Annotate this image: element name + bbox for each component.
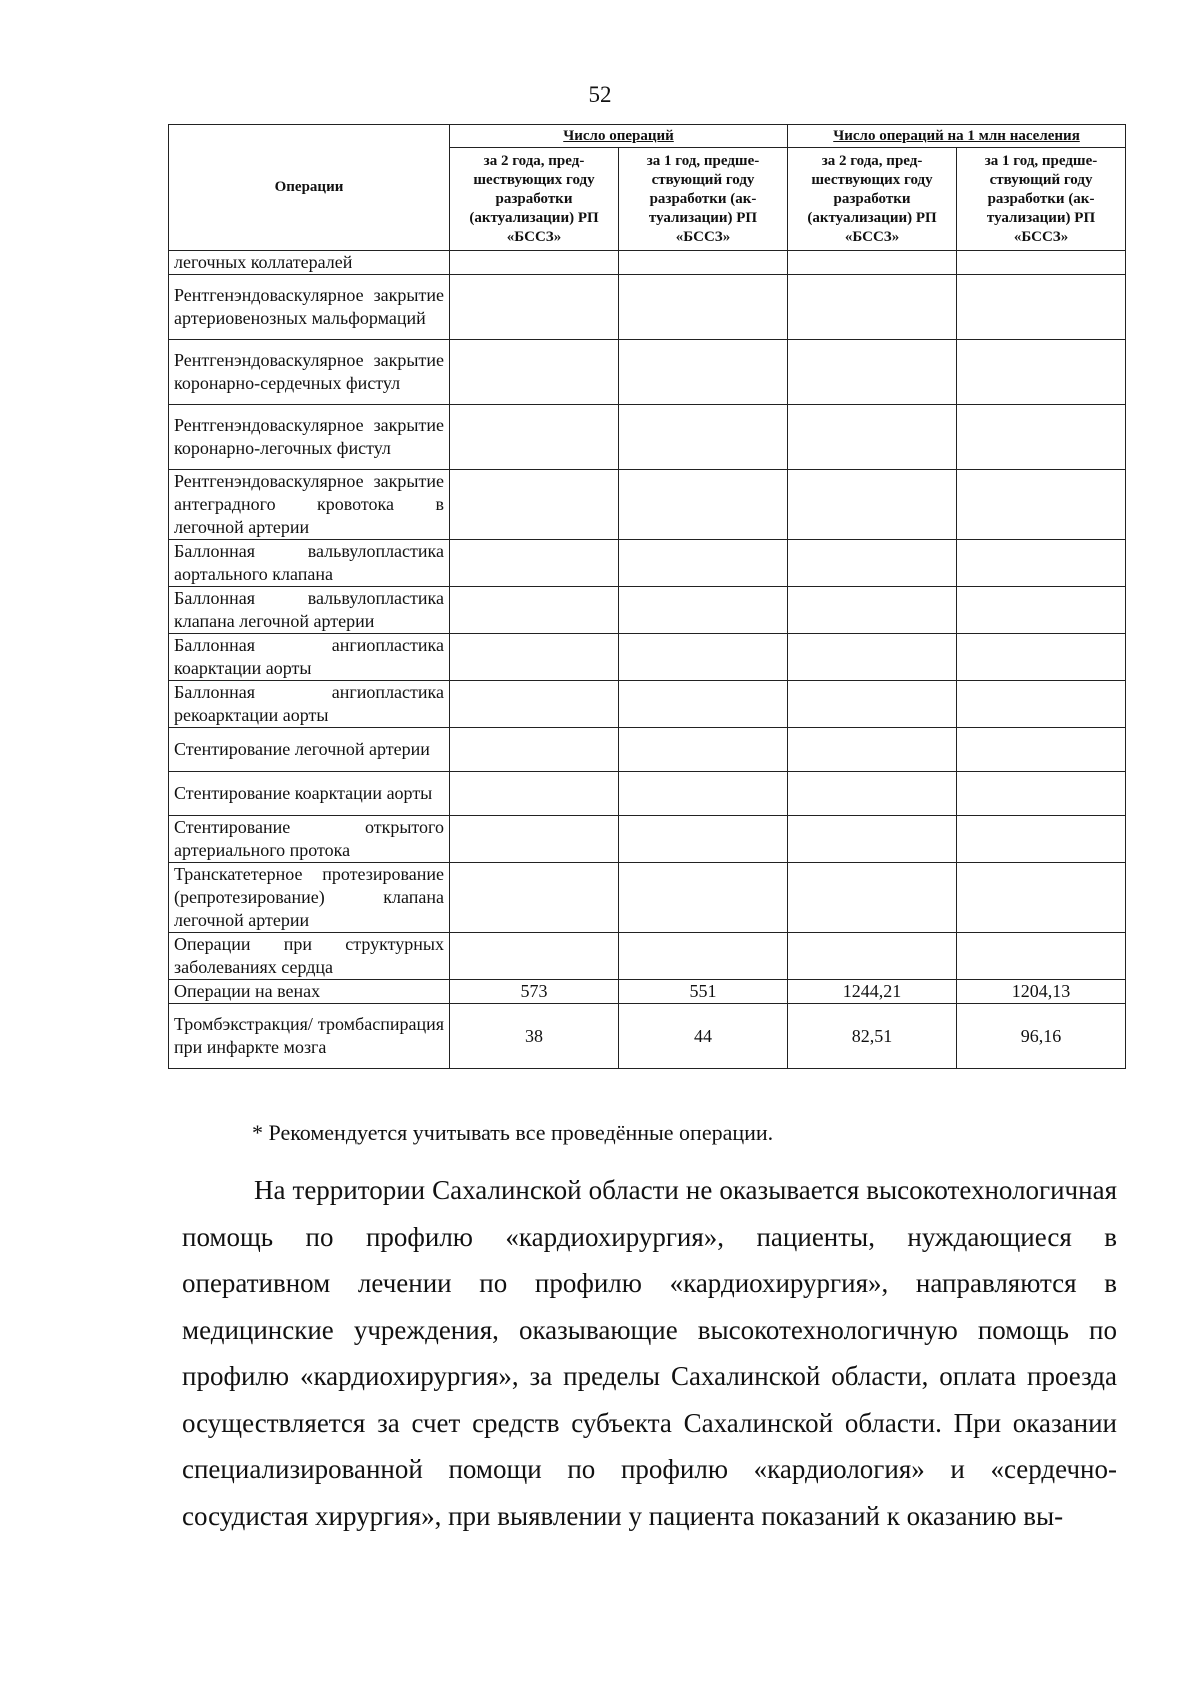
footnote: * Рекомендуется учитывать все проведённые операции.: [252, 1120, 774, 1145]
value-cell: [619, 681, 788, 728]
subcolumn-header: за 2 года, пред-шествующих году разработки (актуализации) РП «БССЗ»: [450, 148, 619, 251]
value-cell: [619, 275, 788, 340]
operation-name: Стентирование открытого артериального протока: [169, 816, 450, 863]
body-paragraph: На территории Сахалинской области не оказывается высокотехнологичная помощь по профилю «кардиохирургия», пациенты, нуждающиеся в оперативном лечении по профилю «кардиохирургия», направляются в медицинские учреждения, оказывающие высокотехнологичную помощь по профилю «кардиохирургия», за пределы Сахалинской области, оплата проезда осуществляется за счет средств субъекта Сахалинской области. При оказании специализированной помощи по профилю «кардиология» и «сердечно-сосудистая хирургия», при выявлении у пациента показаний к оказанию вы-: [182, 1175, 1117, 1531]
table-body: [169, 251, 1126, 1069]
value-cell: [619, 587, 788, 634]
table-row: [169, 251, 1126, 275]
value-cell: [450, 340, 619, 405]
operation-name: Стентирование коарктации аорты: [169, 772, 450, 816]
value-cell: [450, 863, 619, 933]
value-cell: [957, 728, 1126, 772]
value-cell: 38: [450, 1004, 619, 1069]
table-row: [169, 340, 1126, 405]
table-row: [169, 470, 1126, 540]
value-cell: [788, 405, 957, 470]
value-cell: [619, 816, 788, 863]
value-cell: [788, 933, 957, 980]
value-cell: [450, 634, 619, 681]
value-cell: [619, 933, 788, 980]
operation-name: Баллонная ангиопластика коарктации аорты: [169, 634, 450, 681]
value-cell: [957, 405, 1126, 470]
value-cell: 1244,21: [788, 980, 957, 1004]
value-cell: [957, 275, 1126, 340]
value-cell: 573: [450, 980, 619, 1004]
value-cell: [450, 405, 619, 470]
value-cell: [450, 275, 619, 340]
value-cell: [788, 863, 957, 933]
value-cell: [619, 728, 788, 772]
table-header-row: [169, 125, 1126, 148]
table-row: [169, 1004, 1126, 1069]
value-cell: 1204,13: [957, 980, 1126, 1004]
table-row: [169, 275, 1126, 340]
value-cell: [788, 681, 957, 728]
operation-name: Рентгенэндоваскулярное закрытие артериовенозных мальформаций: [169, 275, 450, 340]
value-cell: [619, 772, 788, 816]
operation-name: Баллонная ангиопластика рекоарктации аорты: [169, 681, 450, 728]
value-cell: 551: [619, 980, 788, 1004]
value-cell: [957, 587, 1126, 634]
value-cell: [957, 634, 1126, 681]
operation-name: Операции при структурных заболеваниях сердца: [169, 933, 450, 980]
table-row: [169, 540, 1126, 587]
value-cell: [619, 540, 788, 587]
value-cell: [788, 728, 957, 772]
value-cell: [450, 772, 619, 816]
value-cell: [619, 634, 788, 681]
value-cell: [788, 634, 957, 681]
operation-name: Операции на венах: [169, 980, 450, 1004]
value-cell: [957, 251, 1126, 275]
page-number: 52: [588, 82, 612, 107]
value-cell: [957, 772, 1126, 816]
value-cell: [788, 275, 957, 340]
value-cell: [788, 816, 957, 863]
subcolumn-header: за 1 год, предше-ствующий году разработки (ак-туализации) РП «БССЗ»: [957, 148, 1126, 251]
value-cell: [619, 251, 788, 275]
operations-per-million-group-header: Число операций на 1 млн населения: [788, 125, 1126, 148]
subcolumn-header: за 1 год, предше-ствующий году разработки (ак-туализации) РП «БССЗ»: [619, 148, 788, 251]
value-cell: [450, 587, 619, 634]
operations-column-header: Операции: [169, 125, 450, 251]
table-row: [169, 863, 1126, 933]
value-cell: [450, 681, 619, 728]
value-cell: [619, 863, 788, 933]
value-cell: 44: [619, 1004, 788, 1069]
table-row: [169, 681, 1126, 728]
operation-name: Рентгенэндоваскулярное закрытие коронарно-сердечных фистул: [169, 340, 450, 405]
value-cell: [788, 470, 957, 540]
value-cell: [450, 540, 619, 587]
table-row: [169, 980, 1126, 1004]
operation-name: Рентгенэндоваскулярное закрытие антеградного кровотока в легочной артерии: [169, 470, 450, 540]
value-cell: 96,16: [957, 1004, 1126, 1069]
operation-name: Рентгенэндоваскулярное закрытие коронарно-легочных фистул: [169, 405, 450, 470]
value-cell: [957, 863, 1126, 933]
value-cell: [788, 587, 957, 634]
value-cell: [957, 340, 1126, 405]
value-cell: [450, 251, 619, 275]
value-cell: [619, 405, 788, 470]
table-row: [169, 816, 1126, 863]
table-row: [169, 728, 1126, 772]
subcolumn-header: за 2 года, пред-шествующих году разработки (актуализации) РП «БССЗ»: [788, 148, 957, 251]
operations-table: [168, 124, 1126, 1069]
operations-count-group-header: Число операций: [450, 125, 788, 148]
table-row: [169, 933, 1126, 980]
value-cell: [619, 470, 788, 540]
value-cell: [450, 816, 619, 863]
operation-name: легочных коллатералей: [169, 251, 450, 275]
value-cell: [957, 816, 1126, 863]
operation-name: Баллонная вальвулопластика клапана легочной артерии: [169, 587, 450, 634]
operation-name: Стентирование легочной артерии: [169, 728, 450, 772]
value-cell: [957, 540, 1126, 587]
value-cell: [957, 470, 1126, 540]
value-cell: [957, 681, 1126, 728]
value-cell: [450, 728, 619, 772]
value-cell: [450, 470, 619, 540]
value-cell: [619, 340, 788, 405]
table-row: [169, 634, 1126, 681]
value-cell: [957, 933, 1126, 980]
table-row: [169, 587, 1126, 634]
operation-name: Баллонная вальвулопластика аортального клапана: [169, 540, 450, 587]
table-row: [169, 405, 1126, 470]
value-cell: 82,51: [788, 1004, 957, 1069]
table-row: [169, 772, 1126, 816]
value-cell: [788, 772, 957, 816]
value-cell: [788, 251, 957, 275]
value-cell: [450, 933, 619, 980]
value-cell: [788, 540, 957, 587]
operation-name: Транскатетерное протезирование (репротезирование) клапана легочной артерии: [169, 863, 450, 933]
operation-name: Тромбэкстракция/ тромбаспирация при инфаркте мозга: [169, 1004, 450, 1069]
value-cell: [788, 340, 957, 405]
